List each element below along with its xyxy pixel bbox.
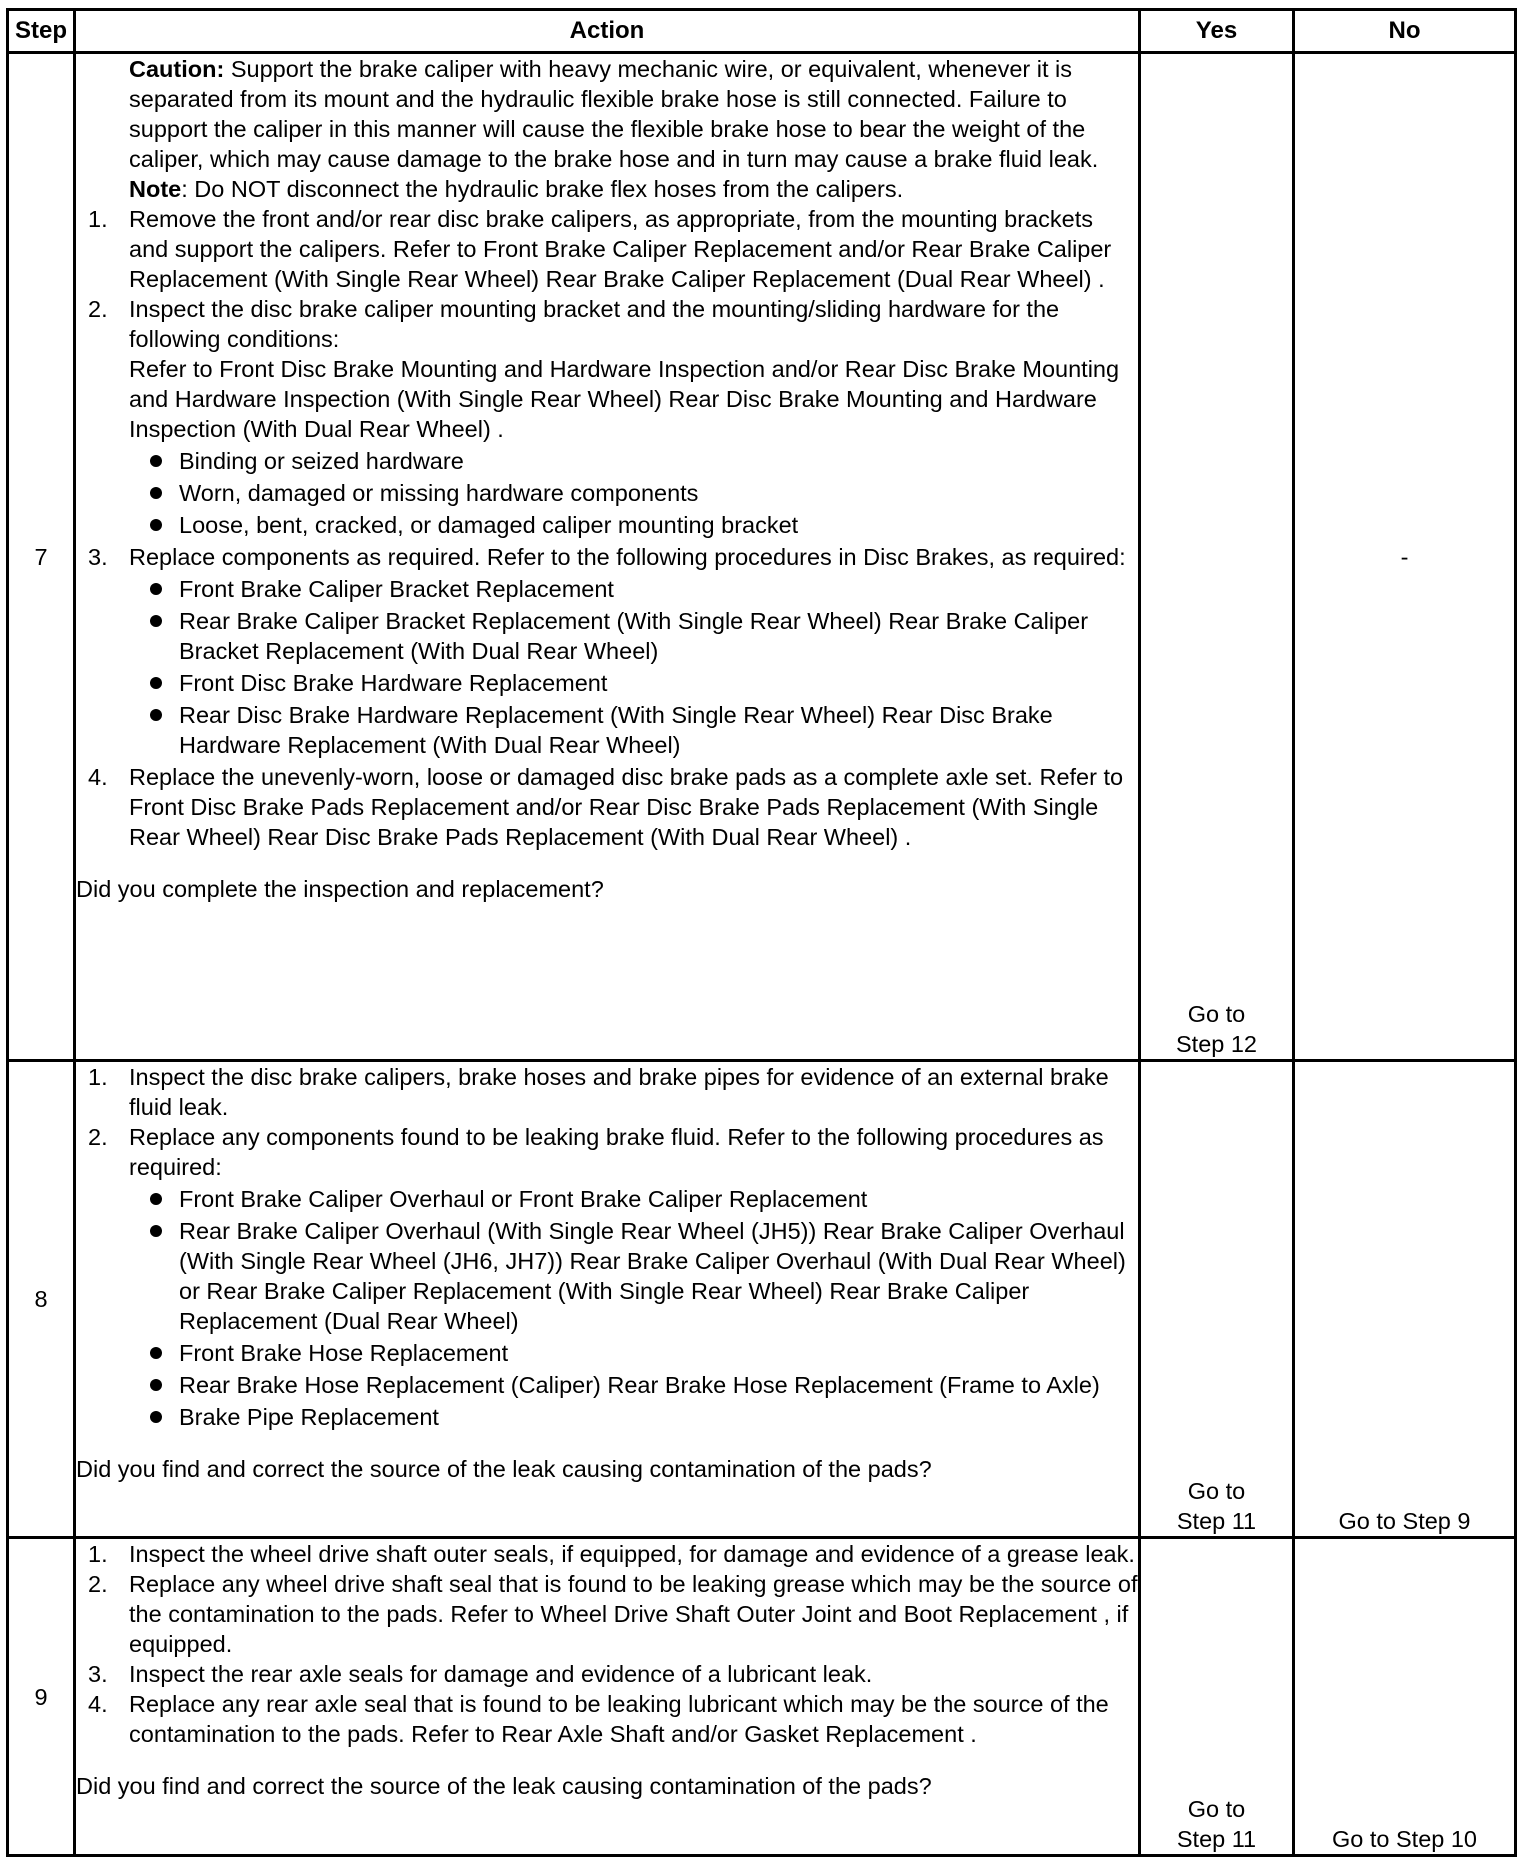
list-item: 1. Remove the front and/or rear disc brake calipers, as appropriate, from the mounting brackets and support the calipers. Refer to Front Brake Caliper Replacement and/or Rear Brake Caliper Replacement (With Single Rear Wheel) Rear Brake Caliper Replacement (Dual Rear Wheel) . bbox=[88, 206, 1112, 292]
refer-text: Refer to Front Disc Brake Mounting and Hardware Inspection and/or Rear Disc Brake Mounting and Hardware Inspection (With Single Rear Wheel) Rear Disc Brake Mounting and Hardware Inspection (With Dual Rear Wheel) . bbox=[129, 356, 1120, 442]
header-step: Step bbox=[8, 10, 75, 53]
note-label: Note bbox=[129, 176, 182, 202]
diagnostic-table bbox=[6, 8, 1517, 1857]
bullet-icon bbox=[150, 1379, 162, 1391]
bullet-icon bbox=[150, 1225, 162, 1237]
step-number: 9 bbox=[8, 1538, 75, 1856]
question-text: Did you find and correct the source of the leak causing contamination of the pads? bbox=[76, 1456, 932, 1482]
bullet-list bbox=[129, 446, 1138, 540]
list-item: 2. Replace any wheel drive shaft seal that is found to be leaking grease which may be the source of the contamination to the pads. Refer to Wheel Drive Shaft Outer Joint and Boot Replacement , if equipped. bbox=[88, 1571, 1138, 1657]
bullet-item: Front Disc Brake Hardware Replacement bbox=[129, 668, 1138, 698]
yes-cell: Go to Step 11 bbox=[1140, 1538, 1294, 1856]
bullet-icon bbox=[150, 677, 162, 689]
action-list bbox=[76, 1539, 1138, 1749]
yes-cell: Go to Step 11 bbox=[1140, 1061, 1294, 1538]
step-number: 7 bbox=[8, 53, 75, 1061]
no-cell: - bbox=[1294, 53, 1516, 1061]
bullet-item: Binding or seized hardware bbox=[129, 446, 1138, 476]
list-item: 4. Replace the unevenly-worn, loose or damaged disc brake pads as a complete axle set. Refer to Front Disc Brake Pads Replacement and/or Rear Disc Brake Pads Replacement (With Single Rear Wheel) Rear Disc Brake Pads Replacement (With Dual Rear Wheel) . bbox=[88, 764, 1124, 850]
bullet-item: Brake Pipe Replacement bbox=[129, 1402, 1138, 1432]
bullet-list bbox=[129, 1184, 1138, 1432]
no-cell: Go to Step 10 bbox=[1294, 1538, 1516, 1856]
action-cell bbox=[75, 1538, 1140, 1856]
bullet-item: Front Brake Hose Replacement bbox=[129, 1338, 1138, 1368]
bullet-icon bbox=[150, 615, 162, 627]
list-item: 4. Replace any rear axle seal that is found to be leaking lubricant which may be the source of the contamination to the pads. Refer to Rear Axle Shaft and/or Gasket Replacement . bbox=[88, 1691, 1109, 1747]
action-list bbox=[76, 204, 1138, 852]
bullet-icon bbox=[150, 1411, 162, 1423]
note-text: Note: Do NOT disconnect the hydraulic brake flex hoses from the calipers. bbox=[129, 176, 904, 202]
table-row-step-7 bbox=[8, 53, 1516, 1061]
bullet-icon bbox=[150, 1347, 162, 1359]
action-list bbox=[76, 1062, 1138, 1432]
header-action: Action bbox=[75, 10, 1140, 53]
list-item: 1. Inspect the disc brake calipers, brake hoses and brake pipes for evidence of an external brake fluid leak. bbox=[88, 1064, 1109, 1120]
caution-label: Caution: bbox=[129, 56, 225, 82]
table-row-step-8 bbox=[8, 1061, 1516, 1538]
bullet-icon bbox=[150, 455, 162, 467]
bullet-item: Worn, damaged or missing hardware components bbox=[129, 478, 1138, 508]
bullet-item: Rear Disc Brake Hardware Replacement (With Single Rear Wheel) Rear Disc Brake Hardware Replacement (With Dual Rear Wheel) bbox=[129, 700, 1138, 760]
bullet-icon bbox=[150, 519, 162, 531]
action-cell bbox=[75, 53, 1140, 1061]
question-text: Did you complete the inspection and replacement? bbox=[76, 876, 604, 902]
header-no: No bbox=[1294, 10, 1516, 53]
bullet-item: Front Brake Caliper Bracket Replacement bbox=[129, 574, 1138, 604]
bullet-icon bbox=[150, 709, 162, 721]
list-item: 1. Inspect the wheel drive shaft outer seals, if equipped, for damage and evidence of a grease leak. bbox=[88, 1541, 1135, 1567]
step-number: 8 bbox=[8, 1061, 75, 1538]
bullet-item: Rear Brake Caliper Overhaul (With Single Rear Wheel (JH5)) Rear Brake Caliper Overhaul (With Single Rear Wheel (JH6, JH7)) Rear Brake Caliper Overhaul (With Dual Rear Wheel) or Rear Brake Caliper Replacement (With Single Rear Wheel) Rear Brake Caliper Replacement (Dual Rear Wheel) bbox=[129, 1216, 1138, 1336]
action-cell bbox=[75, 1061, 1140, 1538]
bullet-icon bbox=[150, 487, 162, 499]
bullet-item: Rear Brake Hose Replacement (Caliper) Rear Brake Hose Replacement (Frame to Axle) bbox=[129, 1370, 1138, 1400]
table-row-step-9 bbox=[8, 1538, 1516, 1856]
bullet-icon bbox=[150, 1193, 162, 1205]
no-cell: Go to Step 9 bbox=[1294, 1061, 1516, 1538]
bullet-list bbox=[129, 574, 1138, 760]
bullet-item: Loose, bent, cracked, or damaged caliper mounting bracket bbox=[129, 510, 1138, 540]
list-item: 2. Inspect the disc brake caliper mounting bracket and the mounting/sliding hardware for the following conditions: Refer to Front Disc Brake Mounting and Hardware Inspection and/or Rear Disc Brake Mounting and Hardware Inspection (With Single Rear Wheel) Rear Disc Brake Mounting and Hardware Inspection (With Dual Rear Wheel) . Binding or seized hardware Worn, damaged or missing hardware components Loose, bent, cracked, or damaged caliper mounting bracket bbox=[76, 294, 1138, 540]
list-item: 3. Replace components as required. Refer to the following procedures in Disc Brakes, as required: Front Brake Caliper Bracket Replacement Rear Brake Caliper Bracket Replacement (With Single Rear Wheel) Rear Brake Caliper Bracket Replacement (With Dual Rear Wheel) Front Disc Brake Hardware Replacement Rear Disc Brake Hardware Replacement (With Single Rear Wheel) Rear Disc Brake Hardware Replacement (With Dual Rear Wheel) bbox=[76, 542, 1138, 760]
bullet-icon bbox=[150, 583, 162, 595]
caution-text: Caution: Support the brake caliper with heavy mechanic wire, or equivalent, whenever it is separated from its mount and the hydraulic flexible brake hose is still connected. Failure to support the caliper in this manner will cause the flexible brake hose to bear the weight of the caliper, which may cause damage to the brake hose and in turn may cause a brake fluid leak. bbox=[129, 56, 1099, 172]
yes-cell: Go to Step 12 bbox=[1140, 53, 1294, 1061]
bullet-item: Rear Brake Caliper Bracket Replacement (With Single Rear Wheel) Rear Brake Caliper Bracket Replacement (With Dual Rear Wheel) bbox=[129, 606, 1138, 666]
bullet-item: Front Brake Caliper Overhaul or Front Brake Caliper Replacement bbox=[129, 1184, 1138, 1214]
question-text: Did you find and correct the source of the leak causing contamination of the pads? bbox=[76, 1773, 932, 1799]
list-item: 2. Replace any components found to be leaking brake fluid. Refer to the following procedures as required: Front Brake Caliper Overhaul or Front Brake Caliper Replacement Rear Brake Caliper Overhaul (With Single Rear Wheel (JH5)) Rear Brake Caliper Overhaul (With Single Rear Wheel (JH6, JH7)) Rear Brake Caliper Overhaul (With Dual Rear Wheel) or Rear Brake Caliper Replacement (With Single Rear Wheel) Rear Brake Caliper Replacement (Dual Rear Wheel) Front Brake Hose Replacement Rear Brake Hose Replacement (Caliper) Rear Brake Hose Replacement (Frame to Axle) Brake Pipe Replacement bbox=[76, 1122, 1138, 1432]
header-row bbox=[8, 10, 1516, 53]
header-yes: Yes bbox=[1140, 10, 1294, 53]
list-item: 3. Inspect the rear axle seals for damage and evidence of a lubricant leak. bbox=[88, 1661, 873, 1687]
